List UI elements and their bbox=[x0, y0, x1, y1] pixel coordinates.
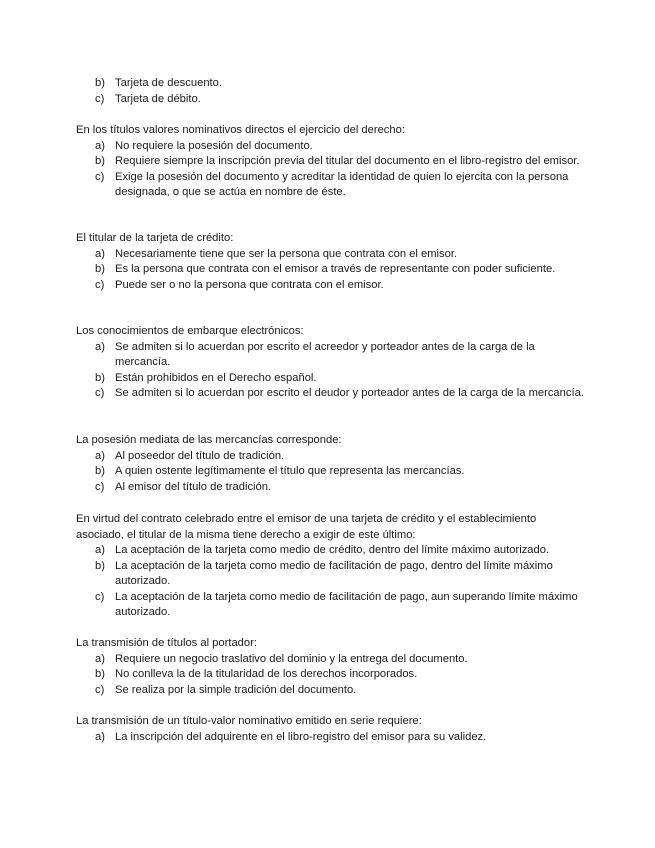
option-text: La aceptación de la tarjeta como medio de facilitación de pago, aun superando límite máximo autorizado. bbox=[115, 590, 578, 618]
question-text: La transmisión de un título-valor nominativo emitido en serie requiere: bbox=[76, 715, 422, 727]
option-letter: a) bbox=[95, 340, 105, 353]
option-text: La inscripción del adquirente en el libro-registro del emisor para su validez. bbox=[115, 730, 487, 743]
option-text: Es la persona que contrata con el emisor a través de representante con poder suficiente. bbox=[115, 263, 556, 275]
question-block bbox=[76, 433, 586, 495]
option-item bbox=[76, 449, 586, 465]
option-letter: a) bbox=[95, 730, 105, 743]
question-text: En virtud del contrato celebrado entre el emisor de una tarjeta de crédito y el establecimiento bbox=[76, 513, 537, 525]
option-item bbox=[76, 480, 586, 496]
option-item bbox=[76, 139, 586, 155]
question-text: asociado, el titular de la misma tiene derecho a exigir de este último: bbox=[76, 528, 416, 541]
option-item bbox=[76, 543, 586, 559]
option-text: Necesariamente tiene que ser la persona que contrata con el emisor. bbox=[115, 247, 458, 260]
question-text: El titular de la tarjeta de crédito: bbox=[76, 232, 234, 244]
option-text: Se realiza por la simple tradición del documento. bbox=[115, 683, 357, 696]
option-item bbox=[76, 170, 586, 201]
option-letter: b) bbox=[95, 77, 105, 89]
option-item bbox=[76, 371, 586, 387]
option-item bbox=[76, 154, 586, 170]
option-letter: a) bbox=[95, 652, 105, 665]
option-text: Se admiten si lo acuerdan por escrito el acreedor y porteador antes de la carga de la mercancía. bbox=[115, 340, 535, 368]
option-letter: c) bbox=[95, 170, 105, 183]
question-text: Los conocimientos de embarque electrónicos: bbox=[76, 325, 304, 337]
option-text: Al poseedor del título de tradición. bbox=[115, 449, 285, 462]
option-text: Puede ser o no la persona que contrata con el emisor. bbox=[115, 278, 384, 291]
question-block bbox=[76, 636, 586, 698]
option-letter: c) bbox=[95, 92, 105, 105]
option-item bbox=[76, 590, 586, 621]
option-letter: b) bbox=[95, 668, 105, 680]
option-item bbox=[76, 652, 586, 668]
option-text: Exige la posesión del documento y acreditar la identidad de quien lo ejercita con la persona designada, o que se actúa en nombre de éste. bbox=[115, 170, 569, 198]
question-text: La transmisión de títulos al portador: bbox=[76, 637, 257, 649]
option-item bbox=[76, 730, 586, 746]
question-text: La posesión mediata de las mercancías corresponde: bbox=[76, 434, 342, 446]
option-letter: c) bbox=[95, 590, 105, 603]
option-letter: c) bbox=[95, 387, 105, 399]
option-item bbox=[76, 386, 586, 402]
option-item bbox=[76, 76, 586, 92]
option-text: Tarjeta de débito. bbox=[115, 92, 201, 105]
option-letter: b) bbox=[95, 263, 105, 275]
option-text: Están prohibidos en el Derecho español. bbox=[115, 371, 317, 384]
option-letter: b) bbox=[95, 155, 105, 167]
option-item bbox=[76, 667, 586, 683]
question-block bbox=[76, 123, 586, 201]
option-item bbox=[76, 92, 586, 108]
option-text: No conlleva la de la titularidad de los derechos incorporados. bbox=[115, 668, 418, 680]
option-text: Se admiten si lo acuerdan por escrito el deudor y porteador antes de la carga de la mercancía. bbox=[115, 387, 584, 399]
question-block bbox=[76, 512, 586, 621]
option-item bbox=[76, 278, 586, 294]
option-item bbox=[76, 559, 586, 590]
option-text: A quien ostente legítimamente el título que representa las mercancías. bbox=[115, 465, 465, 477]
option-item bbox=[76, 683, 586, 699]
option-letter: b) bbox=[95, 371, 105, 384]
intro-options bbox=[76, 76, 586, 107]
option-letter: b) bbox=[95, 559, 105, 572]
option-text: Tarjeta de descuento. bbox=[115, 77, 222, 89]
option-text: La aceptación de la tarjeta como medio de crédito, dentro del límite máximo autorizado. bbox=[115, 544, 550, 556]
question-block bbox=[76, 714, 586, 745]
option-letter: b) bbox=[95, 465, 105, 477]
option-letter: c) bbox=[95, 683, 105, 696]
option-text: No requiere la posesión del documento. bbox=[115, 139, 313, 152]
option-text: Al emisor del título de tradición. bbox=[115, 480, 272, 493]
option-text: La aceptación de la tarjeta como medio de facilitación de pago, dentro del límite máximo autorizado. bbox=[115, 559, 553, 587]
option-text: Requiere siempre la inscripción previa del titular del documento en el libro-registro del emisor. bbox=[115, 155, 580, 167]
option-letter: c) bbox=[95, 278, 105, 291]
question-text: En los títulos valores nominativos directos el ejercicio del derecho: bbox=[76, 124, 405, 136]
option-letter: a) bbox=[95, 247, 105, 260]
option-item bbox=[76, 247, 586, 263]
option-letter: c) bbox=[95, 480, 105, 493]
option-letter: a) bbox=[95, 449, 105, 462]
option-text: Requiere un negocio traslativo del dominio y la entrega del documento. bbox=[115, 652, 468, 665]
question-block bbox=[76, 231, 586, 293]
question-block bbox=[76, 324, 586, 402]
option-item bbox=[76, 262, 586, 278]
option-letter: a) bbox=[95, 139, 105, 152]
option-letter: a) bbox=[95, 544, 105, 556]
option-item bbox=[76, 340, 586, 371]
option-item bbox=[76, 464, 586, 480]
